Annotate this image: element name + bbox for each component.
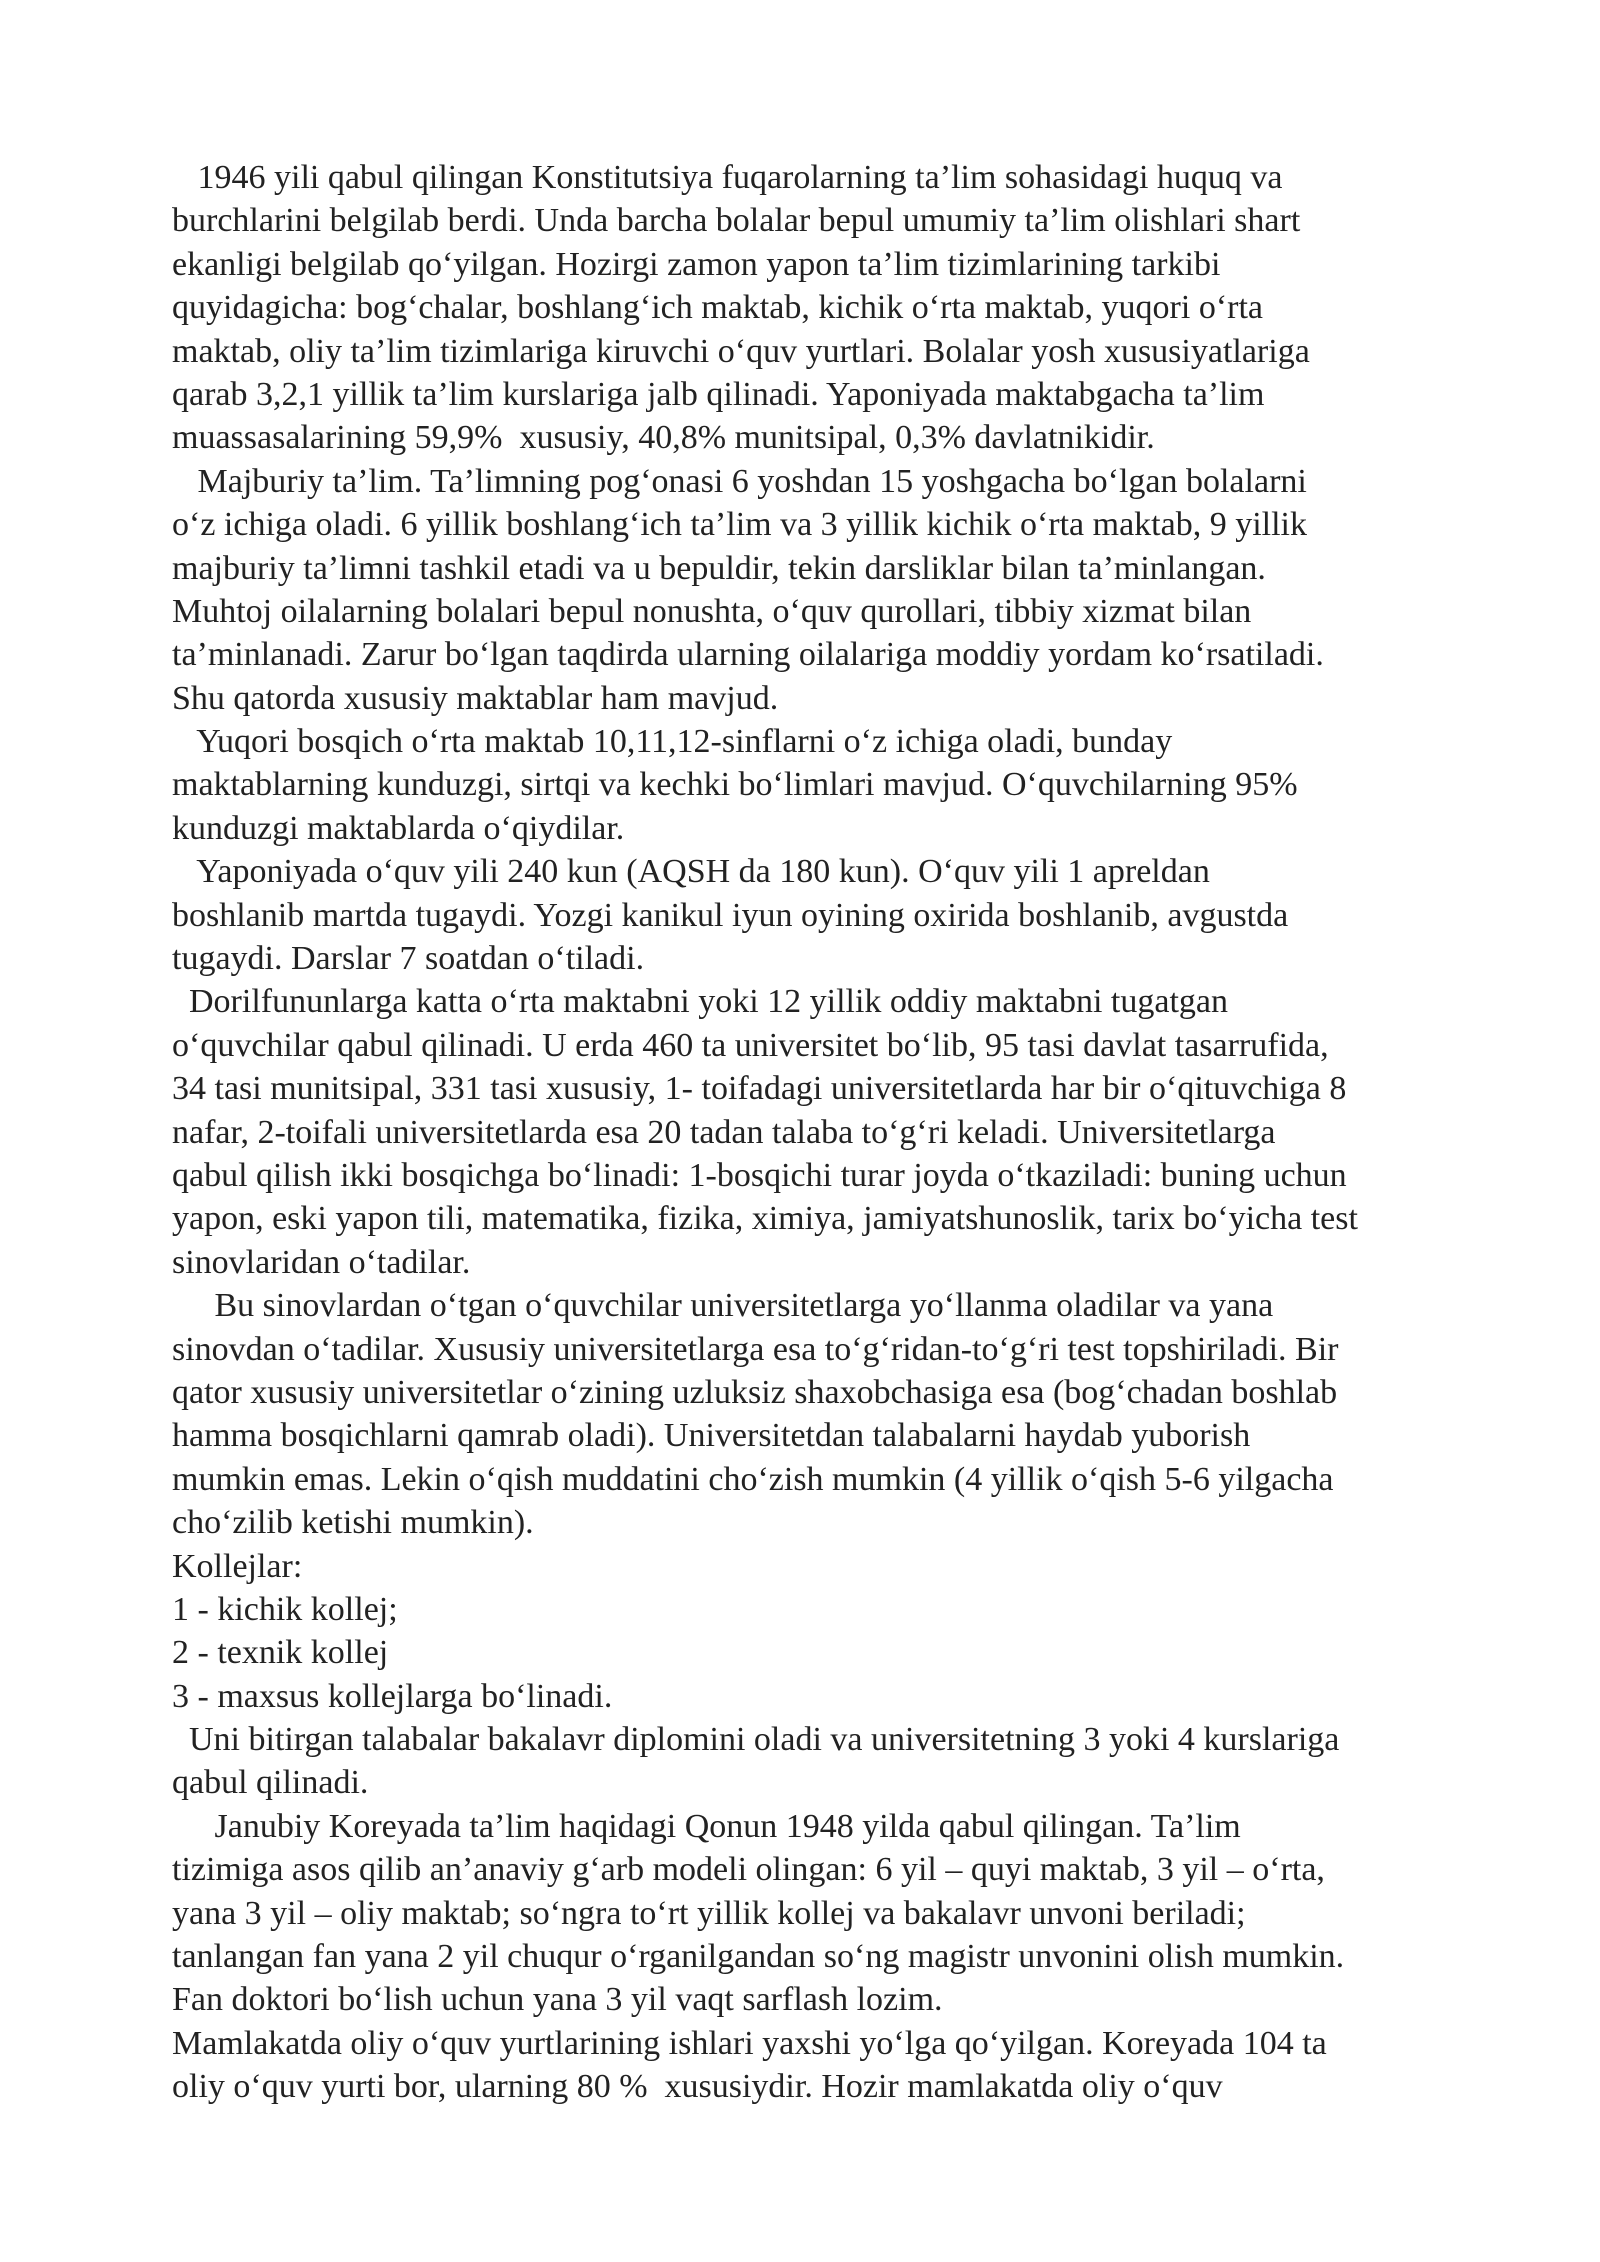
text-line: ta’minlanadi. Zarur bo‘lgan taqdirda ularning oilalariga moddiy yordam ko‘rsatiladi. <box>172 636 1324 674</box>
text-line: boshlanib martda tugaydi. Yozgi kanikul iyun oyining oxirida boshlanib, avgustda <box>172 896 1289 934</box>
text-line: o‘quvchilar qabul qilinadi. U erda 460 ta universitet bo‘lib, 95 tasi davlat tasarrufida, <box>172 1026 1329 1064</box>
text-line: quyidagicha: bog‘chalar, boshlang‘ich maktab, kichik o‘rta maktab, yuqori o‘rta <box>172 289 1264 327</box>
text-line: maktab, oliy ta’lim tizimlariga kiruvchi o‘quv yurtlari. Bolalar yosh xususiyatlariga <box>172 332 1310 370</box>
text-line: 3 - maxsus kollejlarga bo‘linadi. <box>172 1677 613 1715</box>
text-line: Muhtoj oilalarning bolalari bepul nonushta, o‘quv qurollari, tibbiy xizmat bilan <box>172 592 1252 630</box>
text-line: Janubiy Koreyada ta’lim haqidagi Qonun 1948 yilda qabul qilingan. Ta’lim <box>172 1807 1241 1845</box>
text-line: o‘z ichiga oladi. 6 yillik boshlang‘ich ta’lim va 3 yillik kichik o‘rta maktab, 9 yillik <box>172 506 1307 544</box>
text-line: Mamlakatda oliy o‘quv yurtlarining ishlari yaxshi yo‘lga qo‘yilgan. Koreyada 104 ta <box>172 2024 1327 2062</box>
text-line: ekanligi belgilab qo‘yilgan. Hozirgi zamon yapon ta’lim tizimlarining tarkibi <box>172 245 1221 283</box>
text-line: qarab 3,2,1 yillik ta’lim kurslariga jalb qilinadi. Yaponiyada maktabgacha ta’lim <box>172 375 1265 413</box>
text-line: Dorilfununlarga katta o‘rta maktabni yoki 12 yillik oddiy maktabni tugatgan <box>172 983 1228 1021</box>
text-line: nafar, 2-toifali universitetlarda esa 20 tadan talaba to‘g‘ri keladi. Universitetlarga <box>172 1113 1276 1151</box>
text-line: 2 - texnik kollej <box>172 1634 389 1672</box>
text-line: cho‘zilib ketishi mumkin). <box>172 1504 534 1542</box>
text-line: muassasalarining 59,9% xususiy, 40,8% munitsipal, 0,3% davlatnikidir. <box>172 419 1155 457</box>
text-line: kunduzgi maktablarda o‘qiydilar. <box>172 809 625 847</box>
text-line: qabul qilinadi. <box>172 1764 369 1802</box>
text-line: 1946 yili qabul qilingan Konstitutsiya fuqarolarning ta’lim sohasidagi huquq va <box>172 159 1283 196</box>
text-line: Bu sinovlardan o‘tgan o‘quvchilar universitetlarga yo‘llanma oladilar va yana <box>172 1287 1274 1325</box>
text-line: yapon, eski yapon tili, matematika, fizika, ximiya, jamiyatshunoslik, tarix bo‘yicha test <box>172 1200 1358 1238</box>
text-line: majburiy ta’limni tashkil etadi va u bepuldir, tekin darsliklar bilan ta’minlangan. <box>172 549 1266 587</box>
text-line: qabul qilish ikki bosqichga bo‘linadi: 1-bosqichi turar joyda o‘tkaziladi: buning uchun <box>172 1156 1347 1194</box>
text-line: sinovdan o‘tadilar. Xususiy universitetlarga esa to‘g‘ridan-to‘g‘ri test topshiriladi. Bir <box>172 1330 1339 1368</box>
text-line: sinovlaridan o‘tadilar. <box>172 1243 471 1281</box>
document-body <box>172 156 1512 2109</box>
text-line: Majburiy ta’lim. Ta’limning pog‘onasi 6 yoshdan 15 yoshgacha bo‘lgan bolalarni <box>172 462 1307 500</box>
text-line: yana 3 yil – oliy maktab; so‘ngra to‘rt yillik kollej va bakalavr unvoni beriladi; <box>172 1894 1246 1932</box>
text-line: Shu qatorda xususiy maktablar ham mavjud. <box>172 679 779 717</box>
text-line: burchlarini belgilab berdi. Unda barcha bolalar bepul umumiy ta’lim olishlari shart <box>172 202 1301 240</box>
text-line: Fan doktori bo‘lish uchun yana 3 yil vaqt sarflash lozim. <box>172 1981 943 2019</box>
text-line: Yaponiyada o‘quv yili 240 kun (AQSH da 180 kun). O‘quv yili 1 apreldan <box>172 853 1210 891</box>
text-line: tizimiga asos qilib an’anaviy g‘arb modeli olingan: 6 yil – quyi maktab, 3 yil – o‘rta, <box>172 1851 1325 1889</box>
text-line: oliy o‘quv yurti bor, ularning 80 % xususiydir. Hozir mamlakatda oliy o‘quv <box>172 2068 1223 2106</box>
text-line: maktablarning kunduzgi, sirtqi va kechki bo‘limlari mavjud. O‘quvchilarning 95% <box>172 766 1298 804</box>
text-line: Uni bitirgan talabalar bakalavr diplomini oladi va universitetning 3 yoki 4 kurslariga <box>172 1721 1340 1759</box>
text-line: tanlangan fan yana 2 yil chuqur o‘rganilgandan so‘ng magistr unvonini olish mumkin. <box>172 1938 1345 1976</box>
text-line: 1 - kichik kollej; <box>172 1590 398 1628</box>
text-line: Kollejlar: <box>172 1547 303 1585</box>
text-line: mumkin emas. Lekin o‘qish muddatini cho‘zish mumkin (4 yillik o‘qish 5-6 yilgacha <box>172 1460 1334 1498</box>
text-line: hamma bosqichlarni qamrab oladi). Universitetdan talabalarni haydab yuborish <box>172 1417 1251 1455</box>
text-line: tugaydi. Darslar 7 soatdan o‘tiladi. <box>172 940 645 978</box>
text-line: Yuqori bosqich o‘rta maktab 10,11,12-sinflarni o‘z ichiga oladi, bunday <box>172 723 1173 761</box>
text-line: 34 tasi munitsipal, 331 tasi xususiy, 1- toifadagi universitetlarda har bir o‘qituvchiga 8 <box>172 1070 1347 1108</box>
text-line: qator xususiy universitetlar o‘zining uzluksiz shaxobchasiga esa (bog‘chadan boshlab <box>172 1373 1338 1411</box>
